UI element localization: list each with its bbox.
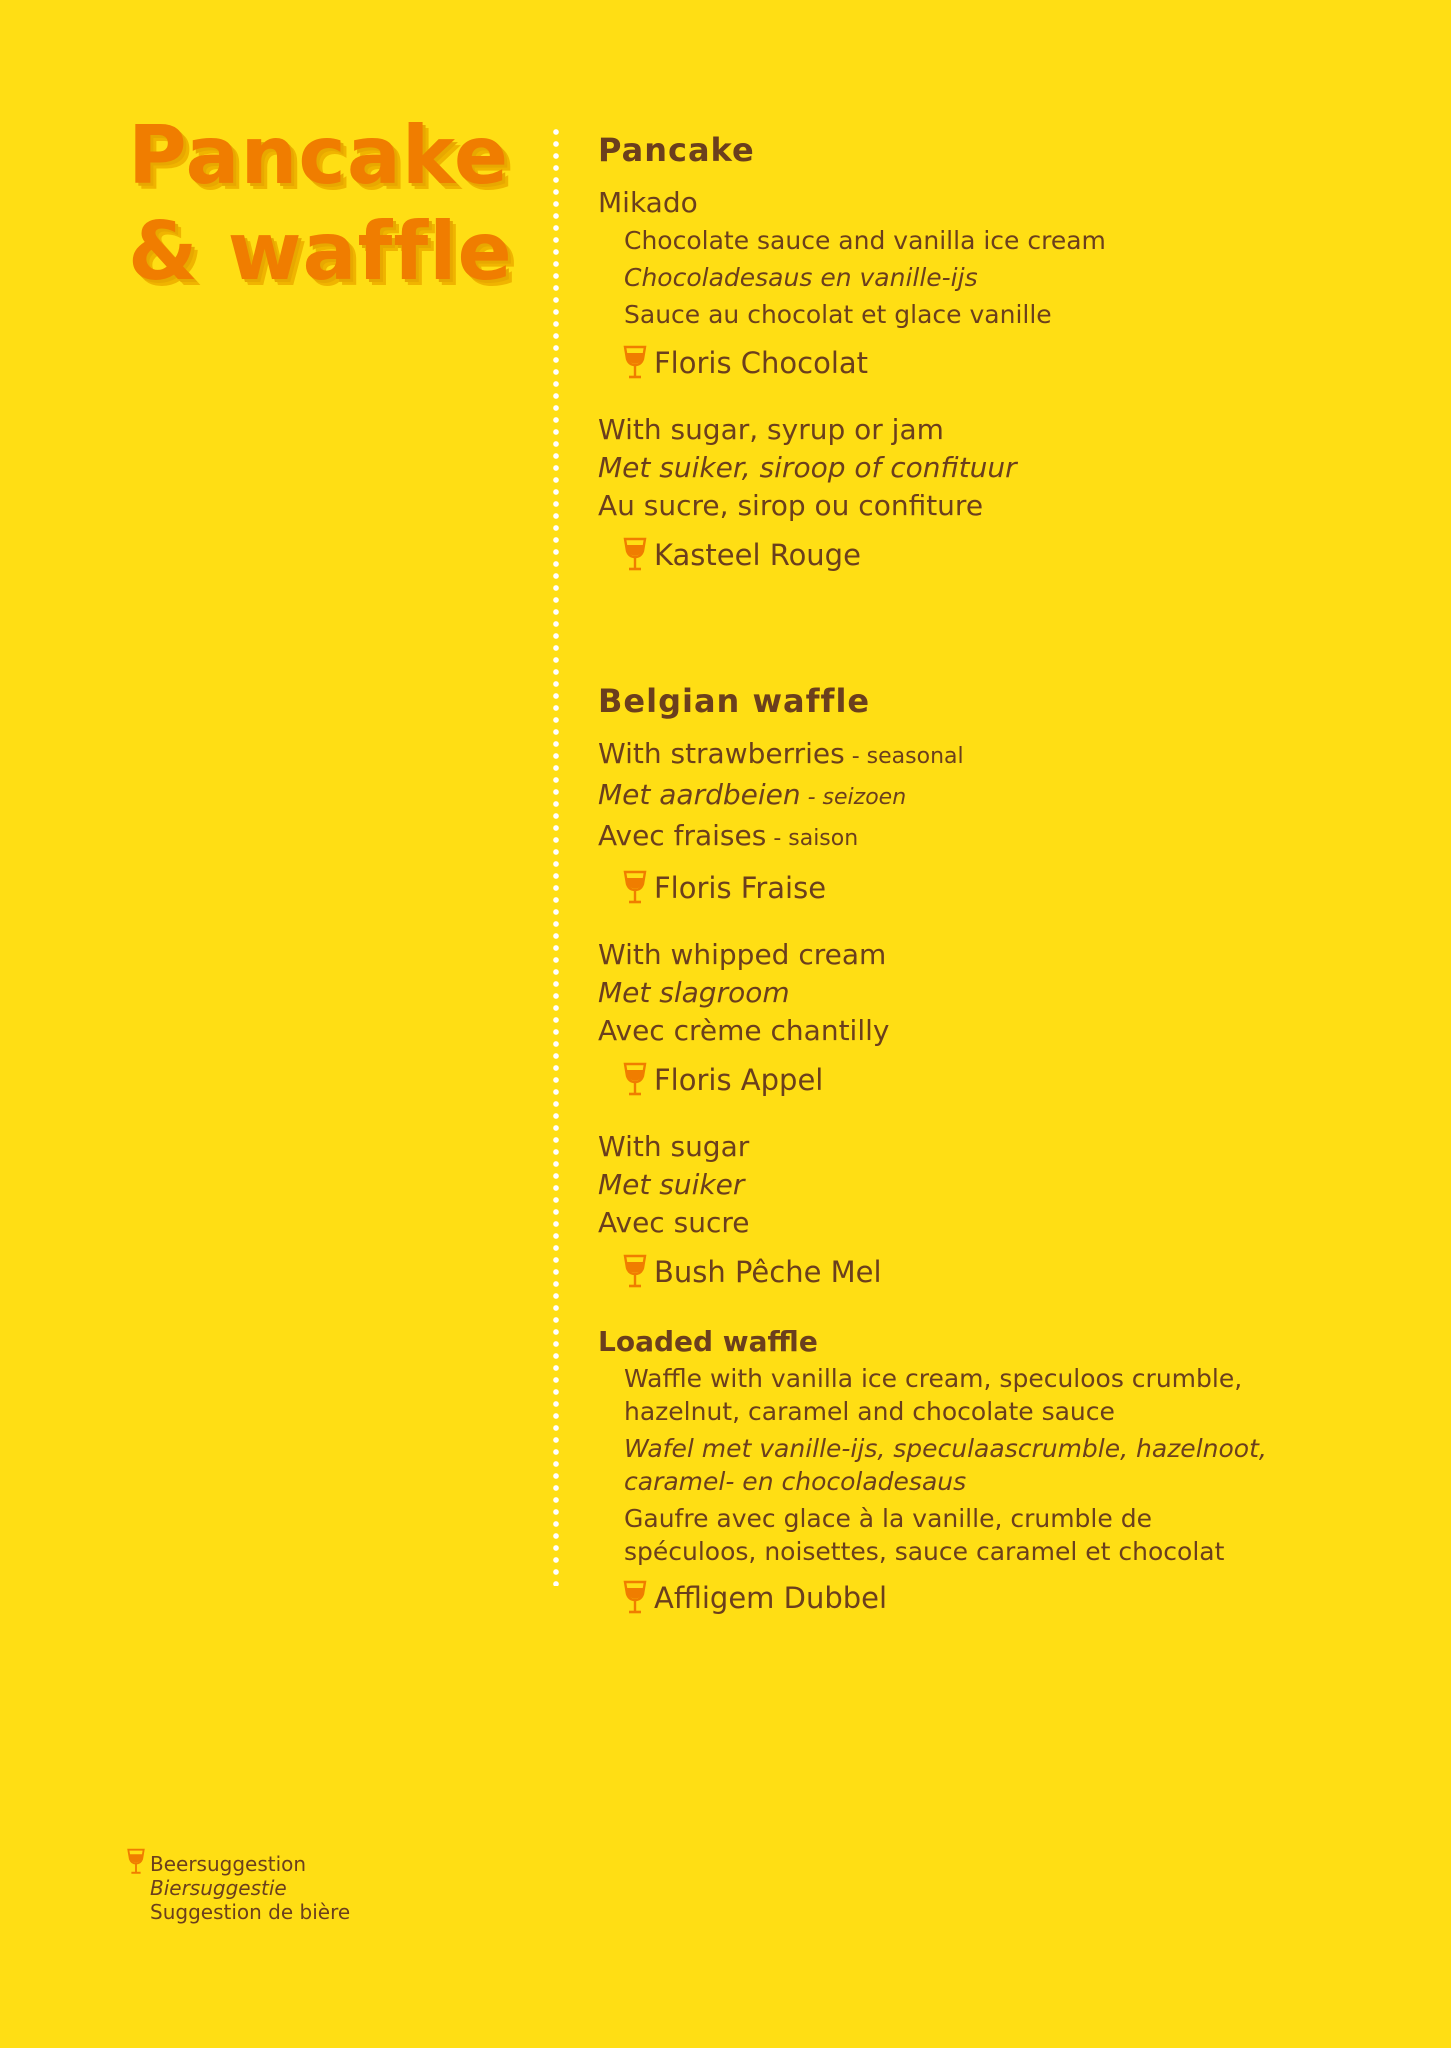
item-name-nl (598, 776, 1318, 817)
item-name-nl: Met slagroom (598, 976, 790, 1009)
menu-item-strawberries (598, 735, 1318, 908)
item-name-en (598, 735, 1318, 776)
item-name-fr: Avec crème chantilly (598, 1014, 890, 1047)
item-name-fr (598, 817, 1318, 858)
menu-item-loaded-waffle (598, 1322, 1318, 1618)
item-desc-fr-1: Gaufre avec glace à la vanille, crumble de (624, 1504, 1152, 1533)
beer-suggestion (598, 868, 1318, 908)
beer-glass-icon (126, 1848, 146, 1876)
legend-nl: Biersuggestie (150, 1876, 287, 1900)
item-name-nl-text: Met aardbeien (598, 778, 801, 811)
item-name-nl: Met suiker (598, 1168, 745, 1201)
beer-glass-icon (622, 537, 648, 573)
item-note-nl: - seizoen (800, 785, 907, 810)
legend-fr: Suggestion de bière (150, 1900, 351, 1924)
legend-en: Beersuggestion (150, 1852, 307, 1876)
legend-text (150, 1848, 350, 1924)
item-name: Mikado (598, 186, 698, 219)
item-desc-nl: Chocoladesaus en vanille-ijs (624, 263, 978, 292)
beer-glass-icon (622, 1254, 648, 1290)
beer-name: Floris Fraise (654, 871, 827, 905)
item-name-fr-text: Avec fraises (598, 819, 767, 852)
item-note-en: - seasonal (844, 744, 964, 769)
item-name-en: With sugar (598, 1130, 750, 1163)
beer-suggestion (598, 1578, 1318, 1618)
menu-list (598, 128, 1318, 1688)
beer-name: Bush Pêche Mel (654, 1255, 882, 1289)
menu-item-whipped-cream (598, 936, 1318, 1100)
beer-glass-icon (622, 1062, 648, 1098)
page-title-line-1: Pancake (128, 109, 510, 202)
beer-suggestion-legend (126, 1848, 350, 1924)
page-title (128, 108, 513, 300)
item-desc-en: Chocolate sauce and vanilla ice cream (624, 226, 1106, 255)
beer-name: Floris Appel (654, 1063, 824, 1097)
item-desc-nl-1: Wafel met vanille-ijs, speculaascrumble, hazelnoot, (624, 1434, 1267, 1463)
section-pancake (598, 128, 1318, 575)
item-desc-fr-2: spéculoos, noisettes, sauce caramel et chocolat (624, 1537, 1225, 1566)
page-title-line-2: & waffle (128, 205, 513, 298)
section-title-pancake: Pancake (598, 131, 755, 169)
item-name-en: With whipped cream (598, 938, 887, 971)
item-name-en: With sugar, syrup or jam (598, 413, 944, 446)
item-note-fr: - saison (766, 826, 859, 851)
item-desc-fr: Sauce au chocolat et glace vanille (624, 300, 1052, 329)
menu-item-sugar-syrup-jam (598, 411, 1318, 575)
beer-name: Affligem Dubbel (654, 1581, 888, 1615)
item-name: Loaded waffle (598, 1325, 818, 1358)
item-name-fr: Au sucre, sirop ou confiture (598, 489, 984, 522)
item-desc-en-1: Waffle with vanilla ice cream, speculoos crumble, (624, 1364, 1243, 1393)
beer-suggestion (598, 535, 1318, 575)
section-title-belgian-waffle: Belgian waffle (598, 682, 871, 720)
menu-item-sugar (598, 1128, 1318, 1292)
beer-suggestion (598, 1252, 1318, 1292)
section-belgian-waffle (598, 679, 1318, 1618)
item-name-en-text: With strawberries (598, 737, 845, 770)
beer-glass-icon (622, 870, 648, 906)
dotted-divider (552, 126, 560, 1586)
beer-glass-icon (622, 1580, 648, 1616)
item-name-nl: Met suiker, siroop of confituur (598, 451, 1017, 484)
beer-suggestion (598, 343, 1318, 383)
item-name-fr: Avec sucre (598, 1206, 750, 1239)
menu-item-mikado (598, 184, 1318, 383)
item-desc-nl-2: caramel- en chocoladesaus (624, 1467, 967, 1496)
beer-name: Kasteel Rouge (654, 538, 861, 572)
beer-glass-icon (622, 345, 648, 381)
beer-name: Floris Chocolat (654, 346, 869, 380)
beer-suggestion (598, 1060, 1318, 1100)
item-desc-en-2: hazelnut, caramel and chocolate sauce (624, 1397, 1115, 1426)
